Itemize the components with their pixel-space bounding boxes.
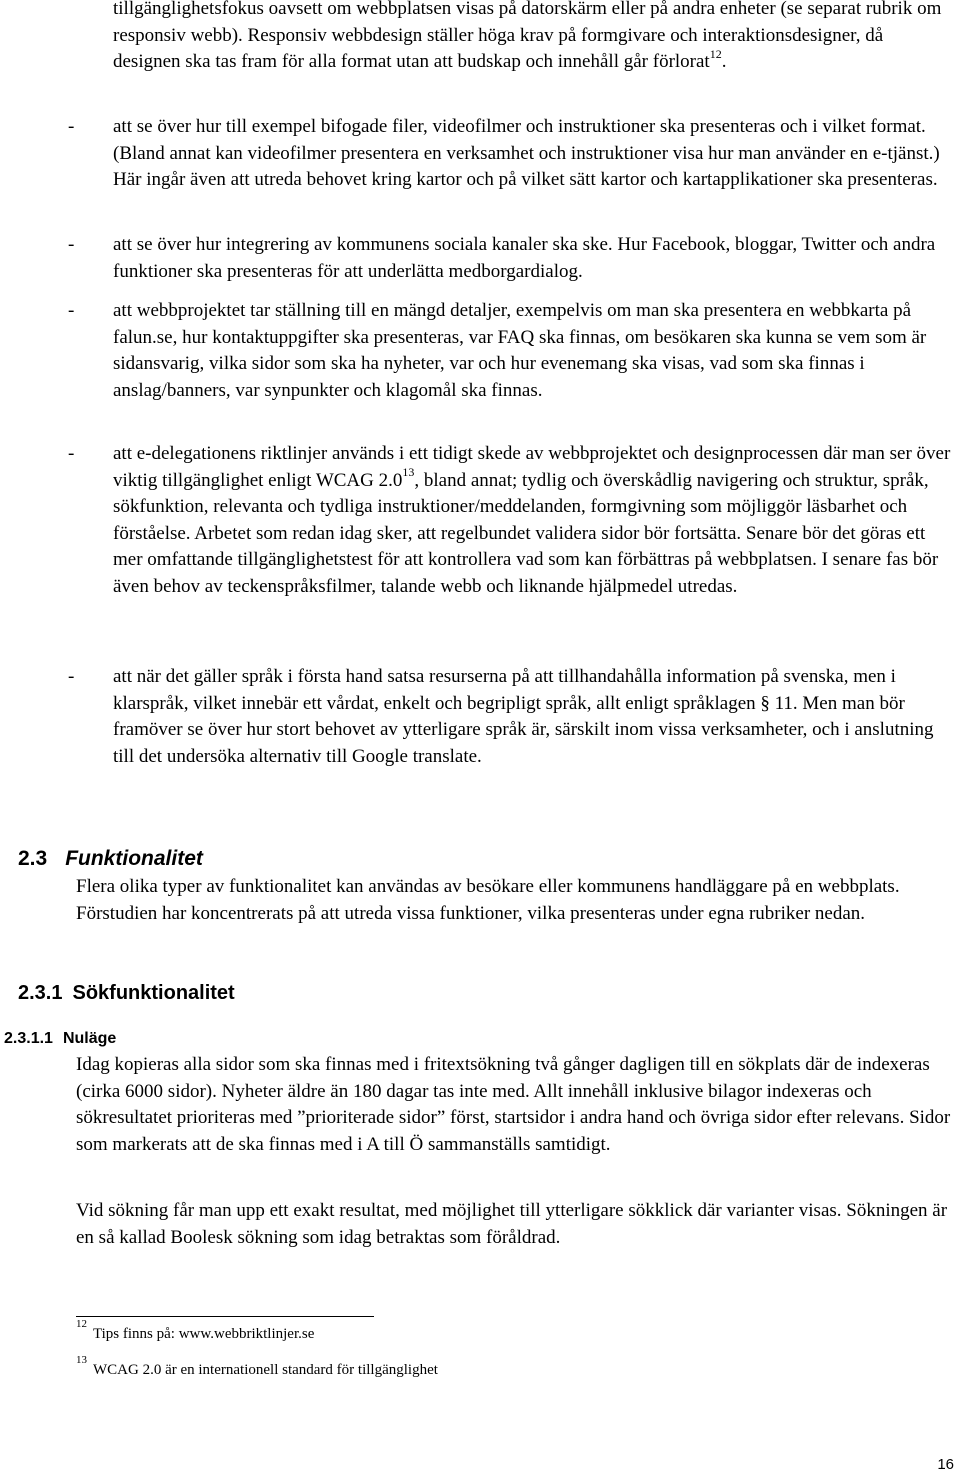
section-title: Sökfunktionalitet [72,982,235,1004]
bullet-text: att se över hur till exempel bifogade filer, videofilmer och instruktioner ska presenteras och i vilket format. (Bland annat kan videofilmer presentera en verksamhet och instruktioner visa hur man använder en e-tjänst.) Här ingår även att utreda behovet kring kartor och på vilket sätt kartor och kartapplikationer ska presenteras. [113,116,940,190]
section-title: Funktionalitet [65,847,203,870]
section-2-3-1-1-paragraph-2: Vid sökning får man upp ett exakt resultat, med möjlighet till ytterligare sökklick där varianter visas. Sökningen är en så kallad Boolesk sökning som idag betraktas som föråldrad. [76,1200,948,1248]
section-2-3-paragraph: Flera olika typer av funktionalitet kan användas av besökare eller kommunens handläggare på en webbplats. Förstudien har koncentrerats på att utreda vissa funktioner, vilka presenteras under egna rubriker nedan. [76,876,900,924]
bullet-text: att se över hur integrering av kommunens sociala kanaler ska ske. Hur Facebook, bloggar, Twitter och andra funktioner ska presenteras för att underlätta medborgardialog. [113,234,936,282]
bullet-text: att webbprojektet tar ställning till en mängd detaljer, exempelvis om man ska presentera en webbkarta på falun.se, hur kontaktuppgifter ska presenteras, var FAQ ska finnas, om besökaren ska kunna se vem som är sidansvarig, vilka sidor som ska ha nyheter, var och hur evenemang ska visas, vad som ska finnas i anslag/banners, var synpunkter och klagomål ska finnas. [113,300,927,401]
footnote-number: 13 [76,1354,87,1366]
section-number: 2.3.1 [18,982,63,1004]
bullet-text [113,441,955,600]
page-number: 16 [937,1455,954,1473]
footnote-12 [76,1318,315,1344]
intro-text: tillgänglighetsfokus oavsett om webbplatsen visas på datorskärm eller på andra enheter (se separat rubrik om responsiv webb). Responsiv webbdesign ställer höga krav på formgivare och interaktionsdesigner, då designen ska tas fram för alla format utan att budskap och innehåll går förlorat [113,0,942,72]
section-heading-2-3-1-1 [4,1026,116,1053]
section-number: 2.3.1.1 [4,1030,53,1047]
intro-tail: . [721,51,727,72]
bullet-dash: - [68,234,75,255]
bullet-dash: - [68,300,75,321]
section-number: 2.3 [18,847,48,870]
bullet-text: att när det gäller språk i första hand satsa resurserna på att tillhandahålla information på svenska, men i klarspråk, vilket innebär ett vårdat, enkelt och begripligt språk, allt enligt språklagen § 11. Men man bör framöver se över hur stort behovet av ytterligare språk är, särskilt inom vissa verksamheter, och i anslutning till det undersöka alternativ till Google translate. [113,666,934,767]
bullet-dash: - [68,116,75,137]
footnote-divider [76,1316,374,1317]
footnote-ref-13: 13 [402,465,415,480]
section-heading-2-3-1 [18,980,235,1007]
bullet-dash: - [68,666,75,687]
section-2-3-1-1-paragraph-1: Idag kopieras alla sidor som ska finnas med i fritextsökning två gånger dagligen till en sökplats där de indexeras (cirka 6000 sidor). Nyheter äldre än 180 dagar tas inte med. Allt innehåll inklusive bilagor indexeras och sökresultatet prioriteras med ”prioriterade sidor” först, startsidor i andra hand och övriga sidor efter relevans. Sidor som markerats att de ska finnas med i A till Ö sammanställs samtidigt. [76,1054,951,1155]
bullet-text-part-1: att e-delegationens riktlinjer används i ett tidigt skede av webbprojektet och designprocessen där man ser över viktig tillgänglighet enligt WCAG 2.0 [113,443,951,491]
intro-paragraph [113,0,955,76]
section-title: Nuläge [62,1030,117,1047]
bullet-dash: - [68,443,75,464]
footnote-text: Tips finns på: www.webbriktlinjer.se [93,1326,315,1342]
footnote-ref-12: 12 [709,46,722,61]
section-heading-2-3 [18,846,203,873]
footnote-text: WCAG 2.0 är en internationell standard för tillgänglighet [93,1362,438,1378]
footnote-13 [76,1354,438,1380]
footnote-number: 12 [76,1318,87,1330]
bullet-text-part-2: , bland annat; tydlig och överskådlig navigering och struktur, språk, sökfunktion, relevanta och tydliga instruktioner/meddelanden, formgivning som möjliggör läsbarhet och förståelse. Arbetet som redan idag sker, att regelbundet validera sidor bör fortsätta. Senare bör det göras ett mer omfattande tillgänglighetstest för att kontrollera vad som kan förbättras på webbplatsen. I senare fas bör även behov av teckenspråksfilmer, talande webb och liknande hjälpmedel utredas. [113,469,939,597]
